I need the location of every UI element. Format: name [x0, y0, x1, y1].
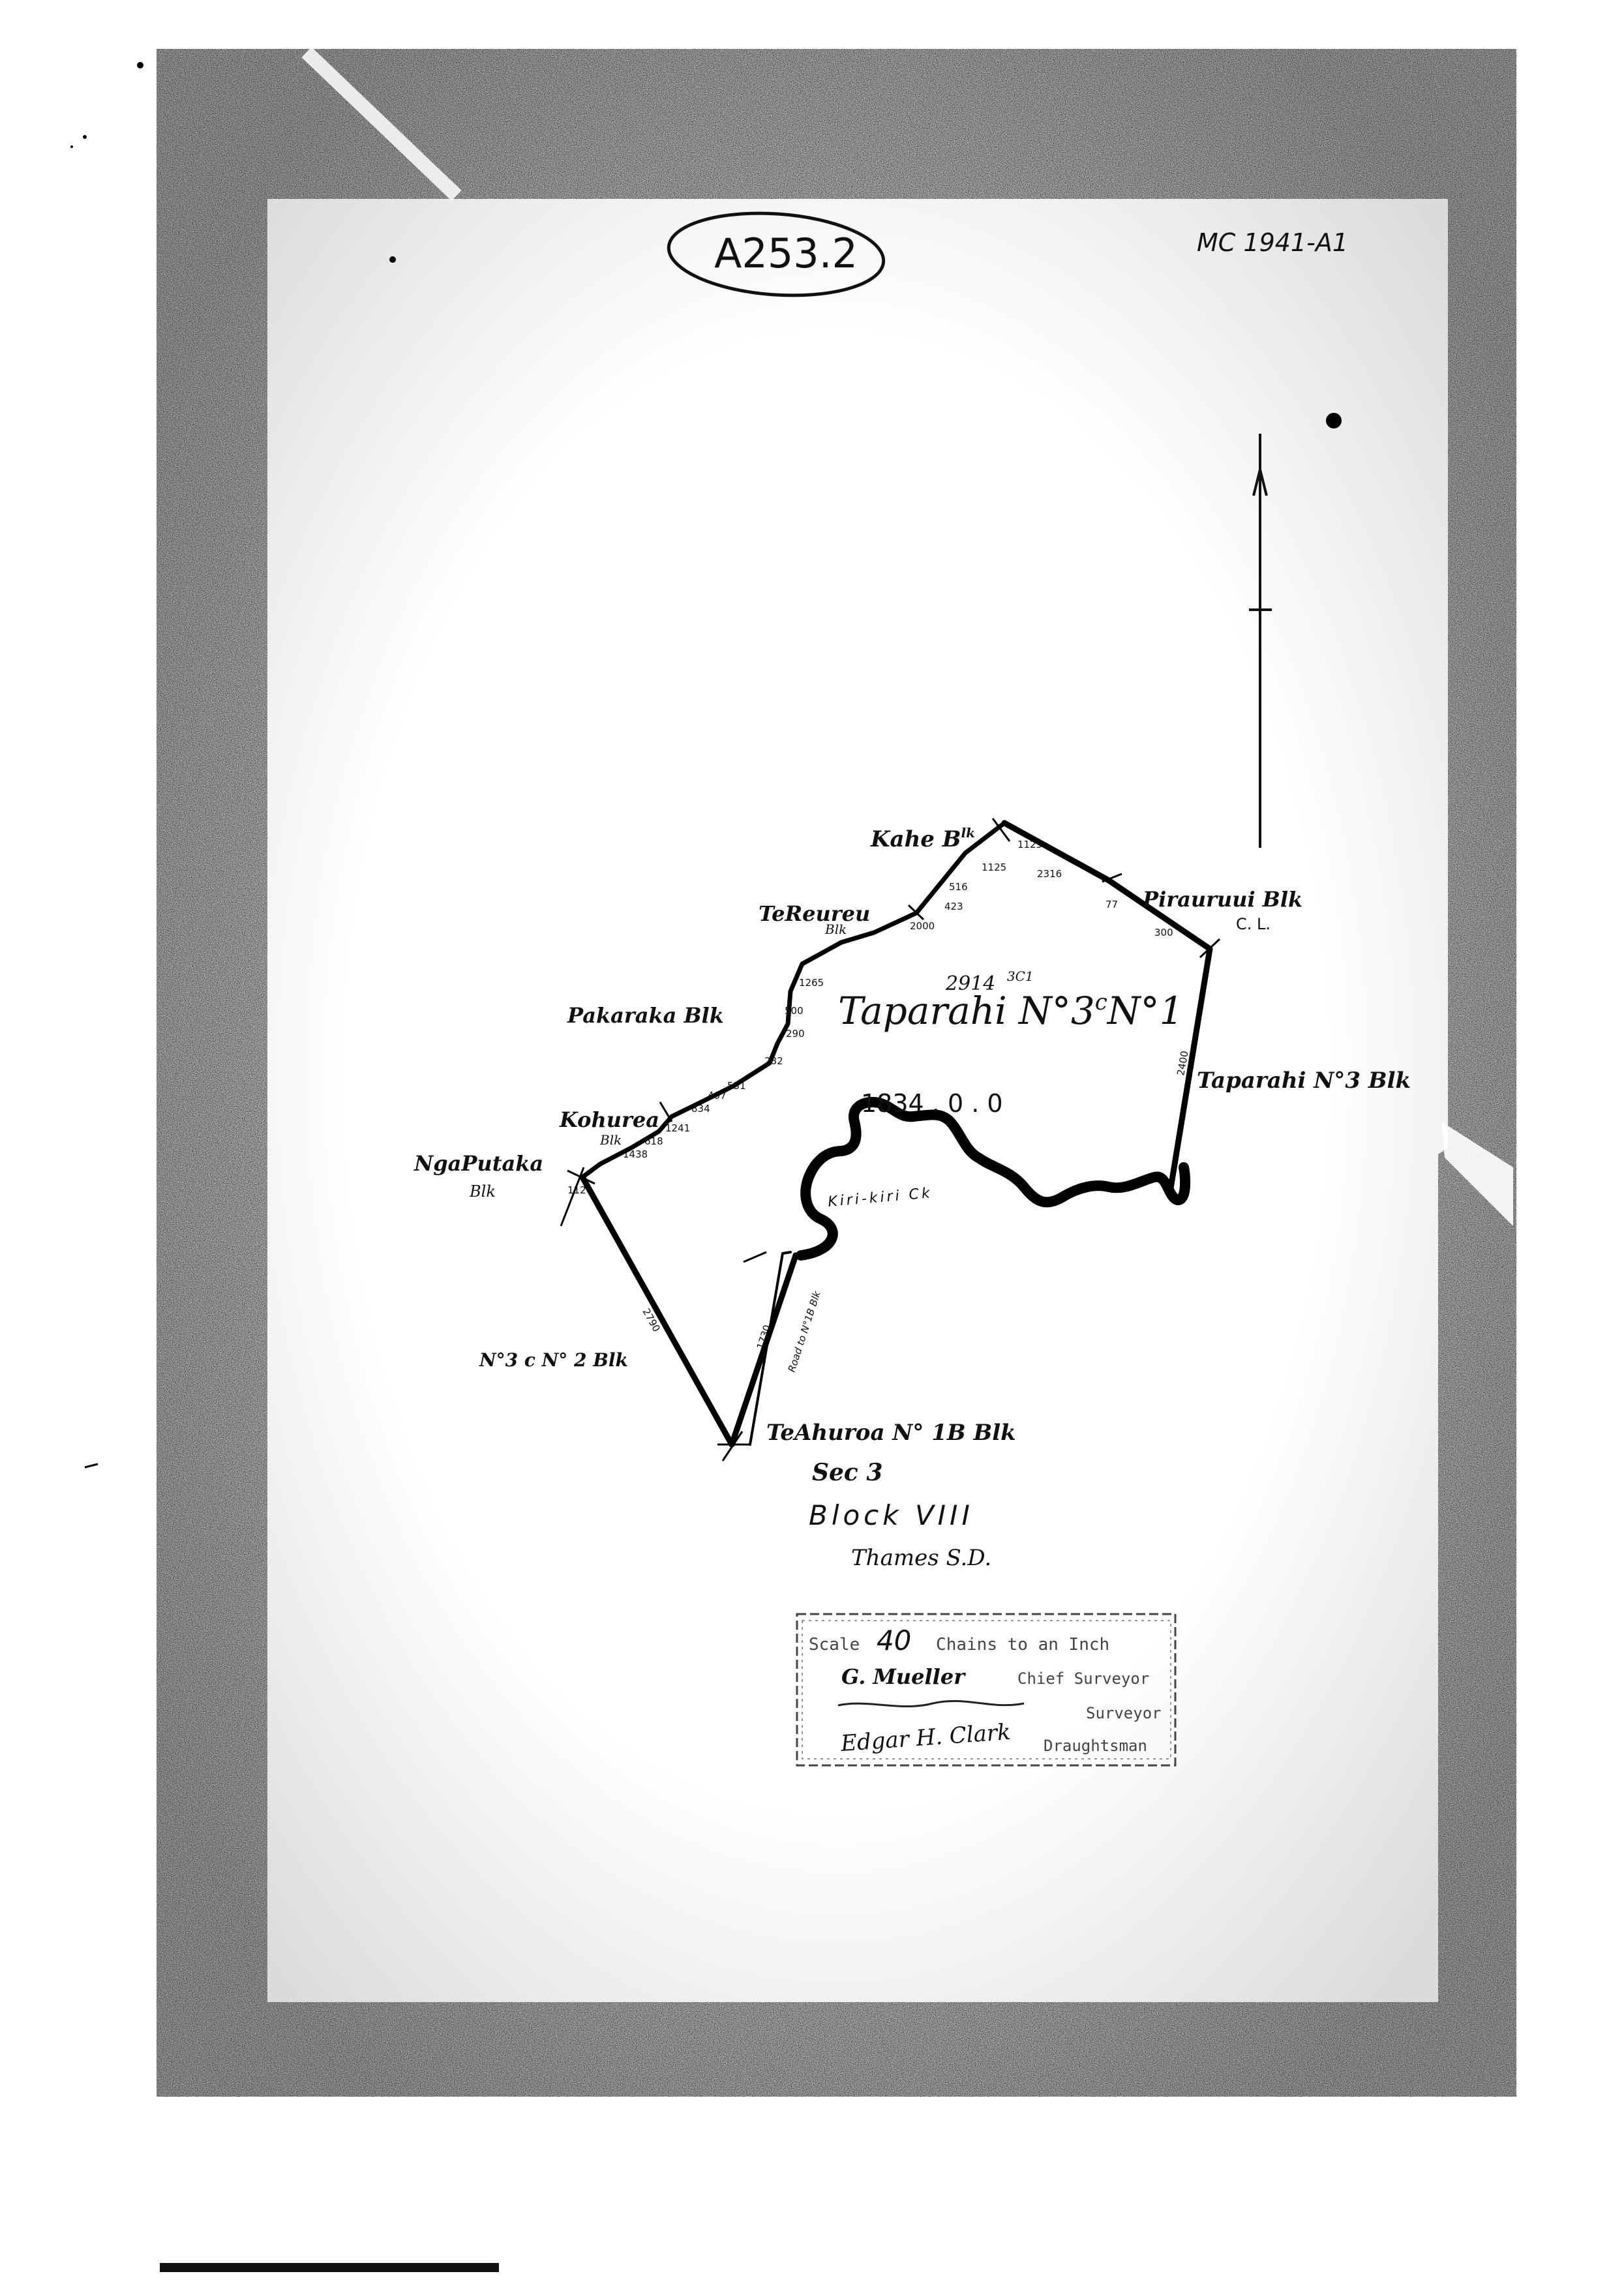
svg-text:1241: 1241	[665, 1122, 691, 1134]
svg-text:1125: 1125	[982, 861, 1007, 873]
label-cl: C. L.	[1236, 915, 1271, 933]
svg-text:1265: 1265	[799, 977, 824, 989]
svg-text:423: 423	[944, 901, 963, 912]
surveyor-role: Surveyor	[1086, 1704, 1162, 1722]
label-te-reureu: TeReureu	[759, 901, 871, 926]
svg-text:516: 516	[949, 881, 968, 893]
svg-text:77: 77	[1105, 899, 1119, 910]
label-ngaputaka: NgaPutaka	[414, 1151, 544, 1176]
svg-text:834: 834	[691, 1103, 710, 1115]
block-number-label: Block VIII	[809, 1499, 974, 1531]
label-kohurea-blk: Blk	[600, 1132, 622, 1148]
svg-text:300: 300	[1154, 927, 1173, 938]
road-label: Road to N°1B Blk	[785, 1289, 823, 1374]
svg-text:531: 531	[727, 1080, 746, 1092]
draughtsman-signature: Edgar H. Clark	[839, 1718, 1012, 1757]
bottom-scan-bar	[160, 2263, 499, 2272]
svg-text:Scale 40 Chains to: Scale 40 Chains to an Inch	[809, 1625, 1110, 1656]
label-te-reureu-blk: Blk	[825, 921, 847, 937]
label-kohurea: Kohurea	[560, 1107, 659, 1132]
svg-text:1126: 1126	[567, 1184, 593, 1196]
surveyor-title: Chief Surveyor	[1017, 1670, 1150, 1688]
survey-no: 2914 $^{3C1}$	[946, 968, 1034, 995]
surveyor-name: G. Mueller	[841, 1664, 965, 1689]
draughtsman-role: Draughtsman	[1044, 1737, 1147, 1755]
scan-shadow-border	[157, 49, 1516, 2272]
svg-text:500: 500	[785, 1005, 804, 1017]
svg-text:2400: 2400	[1175, 1049, 1191, 1077]
svg-text:282: 282	[764, 1055, 783, 1067]
svg-text:2790: 2790	[640, 1306, 663, 1334]
svg-text:2316: 2316	[1037, 868, 1062, 880]
label-stream: Kiri-kiri Ck	[827, 1185, 933, 1210]
label-teahuroa: TeAhuroa N° 1B Blk	[766, 1420, 1016, 1446]
svg-text:407: 407	[708, 1090, 727, 1101]
block-name: Taparahi N°3$^c$N°1	[838, 989, 1184, 1033]
label-pirauruui: Pirauruui Blk	[1143, 887, 1303, 912]
ref-number: A253.2	[714, 230, 858, 277]
svg-text:618: 618	[644, 1135, 663, 1147]
label-no3c-no2: N°3 c N° 2 Blk	[479, 1349, 628, 1371]
label-kahe: Kahe $B^{lk}$	[871, 825, 975, 852]
block-area: 1834 . 0 . 0	[861, 1089, 1003, 1118]
section-label: Sec 3	[812, 1459, 883, 1486]
label-pakaraka: Pakaraka Blk	[567, 1003, 724, 1028]
catalogue-number: MC 1941-A1	[1197, 228, 1348, 257]
label-ngaputaka-blk: Blk	[470, 1182, 496, 1201]
svg-text:1730: 1730	[754, 1323, 774, 1351]
svg-text:290: 290	[786, 1028, 805, 1040]
svg-text:2000: 2000	[910, 920, 935, 932]
survey-district-label: Thames S.D.	[851, 1545, 992, 1571]
label-taparahi-3b: Taparahi N°3 Blk	[1197, 1068, 1411, 1094]
svg-text:1125: 1125	[1017, 839, 1043, 850]
svg-text:1438: 1438	[623, 1148, 648, 1160]
